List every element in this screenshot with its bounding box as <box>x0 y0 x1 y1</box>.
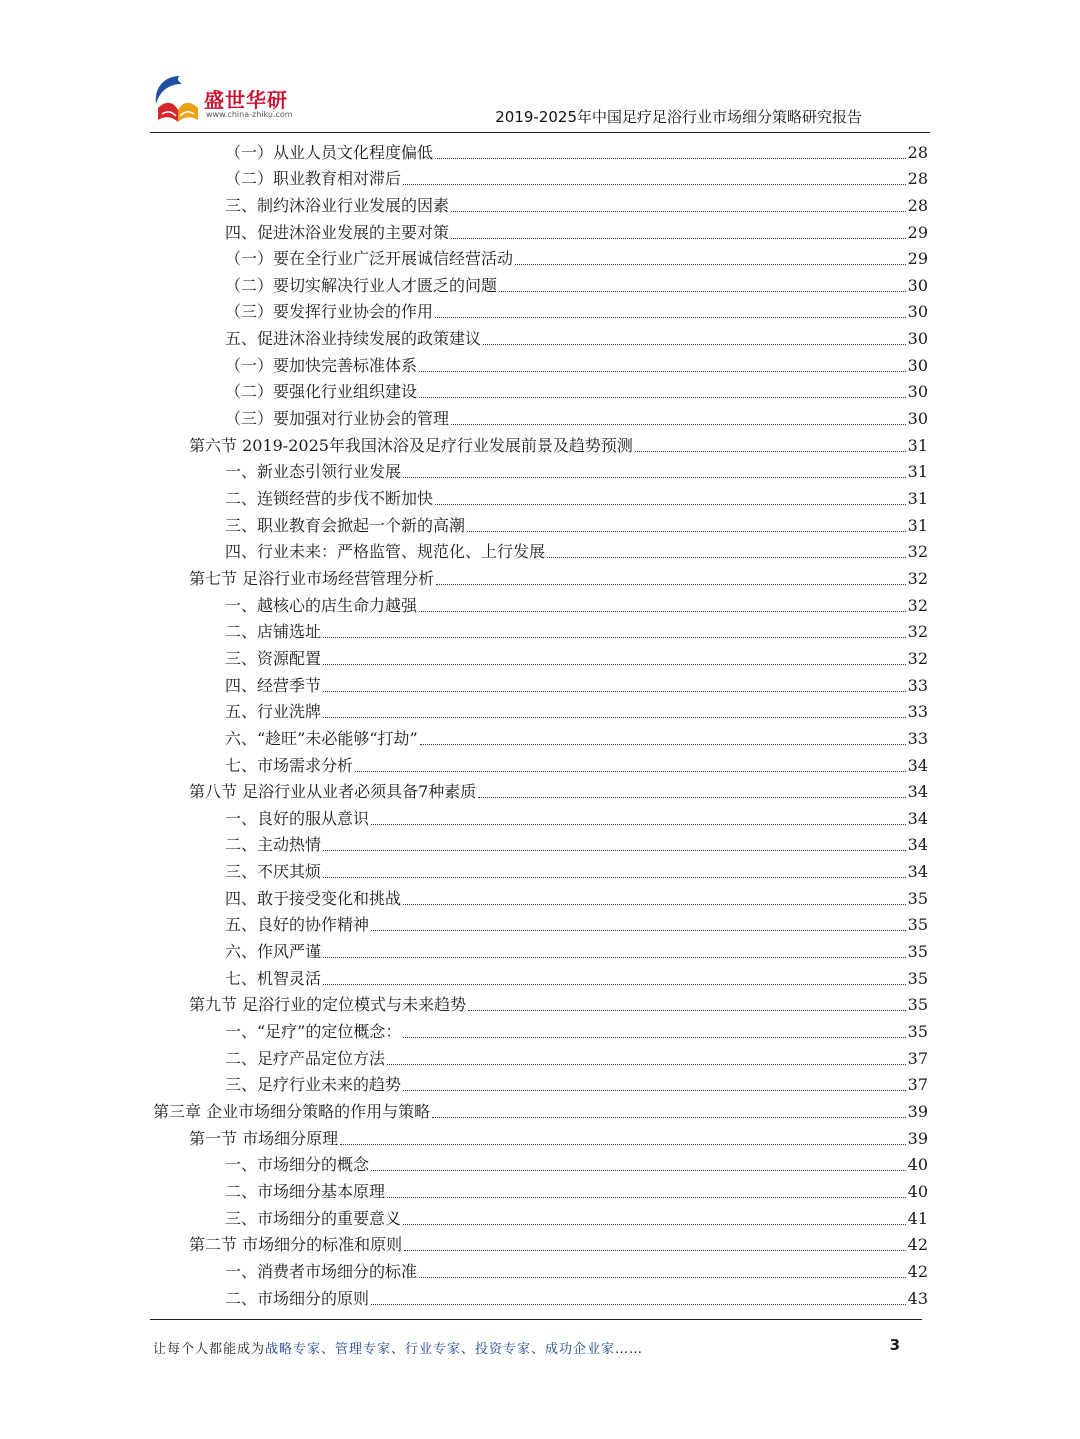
toc-entry[interactable] <box>225 749 928 776</box>
toc-dot-leader <box>403 1036 905 1038</box>
toc-entry-title: 五、行业洗牌 <box>225 702 322 722</box>
toc-dot-leader <box>451 210 906 212</box>
toc-dot-leader <box>404 1249 906 1251</box>
toc-entry-page: 34 <box>907 782 928 802</box>
toc-entry-title: 第二节 市场细分的标准和原则 <box>189 1235 403 1255</box>
toc-entry-page: 34 <box>907 808 928 828</box>
toc-entry[interactable] <box>225 216 928 243</box>
toc-dot-leader <box>340 1143 906 1145</box>
report-title: 2019-2025年中国足疗足浴行业市场细分策略研究报告 <box>495 108 862 126</box>
toc-entry-title: 二、市场细分的原则 <box>225 1288 370 1308</box>
toc-entry[interactable] <box>225 696 928 723</box>
toc-entry[interactable] <box>225 722 928 749</box>
toc-entry[interactable] <box>225 536 928 563</box>
toc-entry-page: 28 <box>907 142 928 162</box>
toc-dot-leader <box>436 583 906 585</box>
toc-entry-page: 31 <box>907 489 928 509</box>
toc-entry[interactable] <box>225 829 928 856</box>
toc-entry[interactable] <box>189 989 928 1016</box>
toc-entry[interactable] <box>225 482 928 509</box>
footer-slogan-highlight: 战略专家、管理专家、行业专家、投资专家、成功企业家 <box>265 1342 616 1357</box>
toc-entry[interactable] <box>225 296 928 323</box>
toc-dot-leader <box>355 770 906 772</box>
footer-slogan-suffix: …… <box>615 1342 644 1357</box>
toc-dot-leader <box>515 263 906 265</box>
toc-entry-title: 二、足疗产品定位方法 <box>225 1048 386 1068</box>
toc-dot-leader <box>435 157 906 159</box>
toc-entry[interactable] <box>225 243 928 270</box>
toc-entry-title: 一、市场细分的概念 <box>225 1155 370 1175</box>
toc-entry[interactable] <box>189 562 928 589</box>
toc-entry[interactable] <box>225 882 928 909</box>
toc-dot-leader <box>483 343 906 345</box>
toc-entry-page: 32 <box>907 568 928 588</box>
toc-entry[interactable] <box>225 1149 928 1176</box>
toc-entry-title: （一）从业人员文化程度偏低 <box>225 142 434 162</box>
toc-entry-page: 35 <box>907 968 928 988</box>
toc-entry[interactable] <box>225 323 928 350</box>
toc-entry-title: 六、作风严谨 <box>225 942 322 962</box>
toc-dot-leader <box>403 903 906 905</box>
page-header <box>150 66 930 132</box>
toc-entry-title: 四、敢于接受变化和挑战 <box>225 888 402 908</box>
toc-entry[interactable] <box>225 1282 928 1309</box>
toc-dot-leader <box>403 1223 906 1225</box>
toc-entry-title: 三、不厌其烦 <box>225 862 322 882</box>
toc-entry-page: 30 <box>907 355 928 375</box>
toc-dot-leader <box>323 983 906 985</box>
toc-entry-title: 第九节 足浴行业的定位模式与未来趋势 <box>189 995 467 1015</box>
toc-entry-title: 三、资源配置 <box>225 648 322 668</box>
toc-entry[interactable] <box>189 1122 928 1149</box>
toc-dot-leader <box>435 503 906 505</box>
toc-entry-page: 30 <box>907 275 928 295</box>
toc-dot-leader <box>323 636 906 638</box>
toc-entry-title: 第七节 足浴行业市场经营管理分析 <box>189 568 435 588</box>
toc-entry-title: 七、市场需求分析 <box>225 755 354 775</box>
toc-entry-page: 31 <box>907 435 928 455</box>
toc-entry-title: 一、消费者市场细分的标准 <box>225 1261 418 1281</box>
toc-entry-page: 34 <box>907 755 928 775</box>
toc-entry-title: 四、行业未来：严格监管、规范化、上行发展 <box>225 542 546 562</box>
toc-entry[interactable] <box>153 1095 928 1122</box>
toc-dot-leader <box>387 1196 906 1198</box>
toc-dot-leader <box>403 476 906 478</box>
toc-entry-title: 第一节 市场细分原理 <box>189 1128 339 1148</box>
toc-entry[interactable] <box>225 349 928 376</box>
toc-entry[interactable] <box>225 1069 928 1096</box>
footer-divider <box>150 1319 922 1320</box>
toc-entry-title: 第八节 足浴行业从业者必须具备7种素质 <box>189 782 477 802</box>
page-number: 3 <box>889 1336 900 1354</box>
toc-entry[interactable] <box>225 642 928 669</box>
toc-entry-page: 40 <box>907 1155 928 1175</box>
toc-entry-title: 一、良好的服从意识 <box>225 808 370 828</box>
toc-entry-title: （二）职业教育相对滞后 <box>225 169 402 189</box>
toc-entry-page: 42 <box>907 1235 928 1255</box>
toc-entry-title: 五、良好的协作精神 <box>225 915 370 935</box>
toc-entry-title: 三、职业教育会掀起一个新的高潮 <box>225 515 466 535</box>
toc-entry[interactable] <box>225 1202 928 1229</box>
toc-entry-page: 39 <box>907 1128 928 1148</box>
toc-dot-leader <box>419 396 906 398</box>
toc-dot-leader <box>323 690 906 692</box>
toc-dot-leader <box>371 1303 906 1305</box>
toc-entry-title: 二、市场细分基本原理 <box>225 1181 386 1201</box>
toc-entry[interactable] <box>225 669 928 696</box>
toc-entry[interactable] <box>225 962 928 989</box>
logo-book-icon <box>150 70 210 130</box>
company-logo <box>150 70 310 130</box>
toc-entry[interactable] <box>189 1229 928 1256</box>
logo-text: 盛世华研 <box>204 88 288 112</box>
toc-entry-title: 一、新业态引领行业发展 <box>225 462 402 482</box>
toc-entry-title: 第三章 企业市场细分策略的作用与策略 <box>153 1101 431 1121</box>
toc-entry-page: 35 <box>907 942 928 962</box>
toc-entry-title: （三）要发挥行业协会的作用 <box>225 302 434 322</box>
toc-dot-leader <box>419 610 906 612</box>
toc-entry-page: 30 <box>907 302 928 322</box>
toc-entry[interactable] <box>225 1175 928 1202</box>
toc-entry-title: 二、连锁经营的步伐不断加快 <box>225 489 434 509</box>
toc-entry-page: 39 <box>907 1101 928 1121</box>
toc-entry-title: 三、市场细分的重要意义 <box>225 1208 402 1228</box>
toc-dot-leader <box>403 183 906 185</box>
toc-entry[interactable] <box>225 1042 928 1069</box>
toc-entry-page: 31 <box>907 515 928 535</box>
toc-dot-leader <box>371 823 906 825</box>
toc-entry-page: 34 <box>907 835 928 855</box>
toc-dot-leader <box>387 1063 906 1065</box>
toc-dot-leader <box>323 849 906 851</box>
toc-entry-page: 42 <box>907 1261 928 1281</box>
toc-dot-leader <box>547 556 906 558</box>
toc-entry-title: 一、“足疗”的定位概念： <box>225 1022 402 1042</box>
toc-entry-page: 29 <box>907 249 928 269</box>
toc-entry-title: 六、“趁旺”未必能够“打劫” <box>225 728 418 748</box>
toc-entry-page: 35 <box>907 995 928 1015</box>
toc-entry-title: 七、机智灵活 <box>225 968 322 988</box>
toc-entry[interactable] <box>225 509 928 536</box>
toc-entry-page: 41 <box>907 1208 928 1228</box>
toc-entry-page: 35 <box>907 1022 928 1042</box>
toc-entry-page: 29 <box>907 222 928 242</box>
toc-dot-leader <box>323 663 906 665</box>
toc-entry-title: 二、主动热情 <box>225 835 322 855</box>
toc-entry-title: 第六节 2019-2025年我国沐浴及足疗行业发展前景及趋势预测 <box>189 435 633 455</box>
footer-slogan-prefix: 让每个人都能成为 <box>153 1342 266 1357</box>
toc-dot-leader <box>323 716 906 718</box>
toc-entry-page: 37 <box>907 1075 928 1095</box>
toc-dot-leader <box>420 743 906 745</box>
toc-entry-title: 一、越核心的店生命力越强 <box>225 595 418 615</box>
toc-entry-page: 37 <box>907 1048 928 1068</box>
toc-dot-leader <box>467 530 906 532</box>
toc-entry-page: 40 <box>907 1181 928 1201</box>
toc-entry-title: （一）要加快完善标准体系 <box>225 355 418 375</box>
toc-entry[interactable] <box>225 136 928 163</box>
toc-entry[interactable] <box>225 189 928 216</box>
toc-entry-page: 35 <box>907 888 928 908</box>
toc-dot-leader <box>371 1169 906 1171</box>
toc-entry-title: （一）要在全行业广泛开展诚信经营活动 <box>225 249 514 269</box>
toc-dot-leader <box>478 796 905 798</box>
toc-dot-leader <box>468 1009 906 1011</box>
toc-entry-title: 五、促进沐浴业持续发展的政策建议 <box>225 329 482 349</box>
toc-entry[interactable] <box>225 403 928 430</box>
toc-entry-title: 四、经营季节 <box>225 675 322 695</box>
toc-dot-leader <box>419 370 906 372</box>
toc-entry[interactable] <box>225 1255 928 1282</box>
toc-entry-title: 三、制约沐浴业行业发展的因素 <box>225 195 450 215</box>
toc-entry-title: （二）要切实解决行业人才匮乏的问题 <box>225 275 498 295</box>
toc-entry-page: 33 <box>907 728 928 748</box>
footer-slogan <box>153 1338 643 1357</box>
toc-entry-page: 32 <box>907 542 928 562</box>
toc-entry-title: （三）要加强对行业协会的管理 <box>225 409 450 429</box>
toc-entry-page: 33 <box>907 675 928 695</box>
toc-entry-page: 34 <box>907 862 928 882</box>
toc-dot-leader <box>635 450 906 452</box>
toc-entry-page: 32 <box>907 648 928 668</box>
toc-entry[interactable] <box>225 909 928 936</box>
toc-entry[interactable] <box>225 802 928 829</box>
toc-dot-leader <box>403 1089 906 1091</box>
toc-entry-page: 30 <box>907 329 928 349</box>
toc-dot-leader <box>323 956 906 958</box>
toc-entry[interactable] <box>225 269 928 296</box>
toc-dot-leader <box>451 423 906 425</box>
toc-dot-leader <box>435 316 906 318</box>
toc-entry[interactable] <box>225 936 928 963</box>
toc-entry-page: 30 <box>907 409 928 429</box>
toc-entry[interactable] <box>225 589 928 616</box>
toc-entry-page: 28 <box>907 169 928 189</box>
toc-entry-page: 32 <box>907 595 928 615</box>
toc-dot-leader <box>371 929 906 931</box>
toc-entry-page: 31 <box>907 462 928 482</box>
header-divider <box>150 132 930 133</box>
toc-entry-title: 四、促进沐浴业发展的主要对策 <box>225 222 450 242</box>
toc-dot-leader <box>419 1276 906 1278</box>
toc-entry[interactable] <box>225 376 928 403</box>
toc-entry[interactable] <box>189 776 928 803</box>
toc-entry[interactable] <box>225 1015 928 1042</box>
toc-entry-page: 33 <box>907 702 928 722</box>
toc-entry-title: 三、足疗行业未来的趋势 <box>225 1075 402 1095</box>
toc-entry[interactable] <box>225 163 928 190</box>
toc-entry[interactable] <box>225 456 928 483</box>
toc-entry-page: 35 <box>907 915 928 935</box>
toc-entry-page: 32 <box>907 622 928 642</box>
toc-dot-leader <box>499 290 906 292</box>
toc-entry[interactable] <box>189 429 928 456</box>
toc-entry-title: （二）要强化行业组织建设 <box>225 382 418 402</box>
toc-entry-page: 28 <box>907 195 928 215</box>
toc-entry[interactable] <box>225 616 928 643</box>
toc-dot-leader <box>323 876 906 878</box>
toc-dot-leader <box>451 237 906 239</box>
toc-dot-leader <box>432 1116 906 1118</box>
toc-entry-title: 二、店铺选址 <box>225 622 322 642</box>
toc-entry-page: 43 <box>907 1288 928 1308</box>
toc-entry-page: 30 <box>907 382 928 402</box>
toc-entry[interactable] <box>225 856 928 883</box>
logo-url: www.china-zhiku.com <box>206 110 293 119</box>
